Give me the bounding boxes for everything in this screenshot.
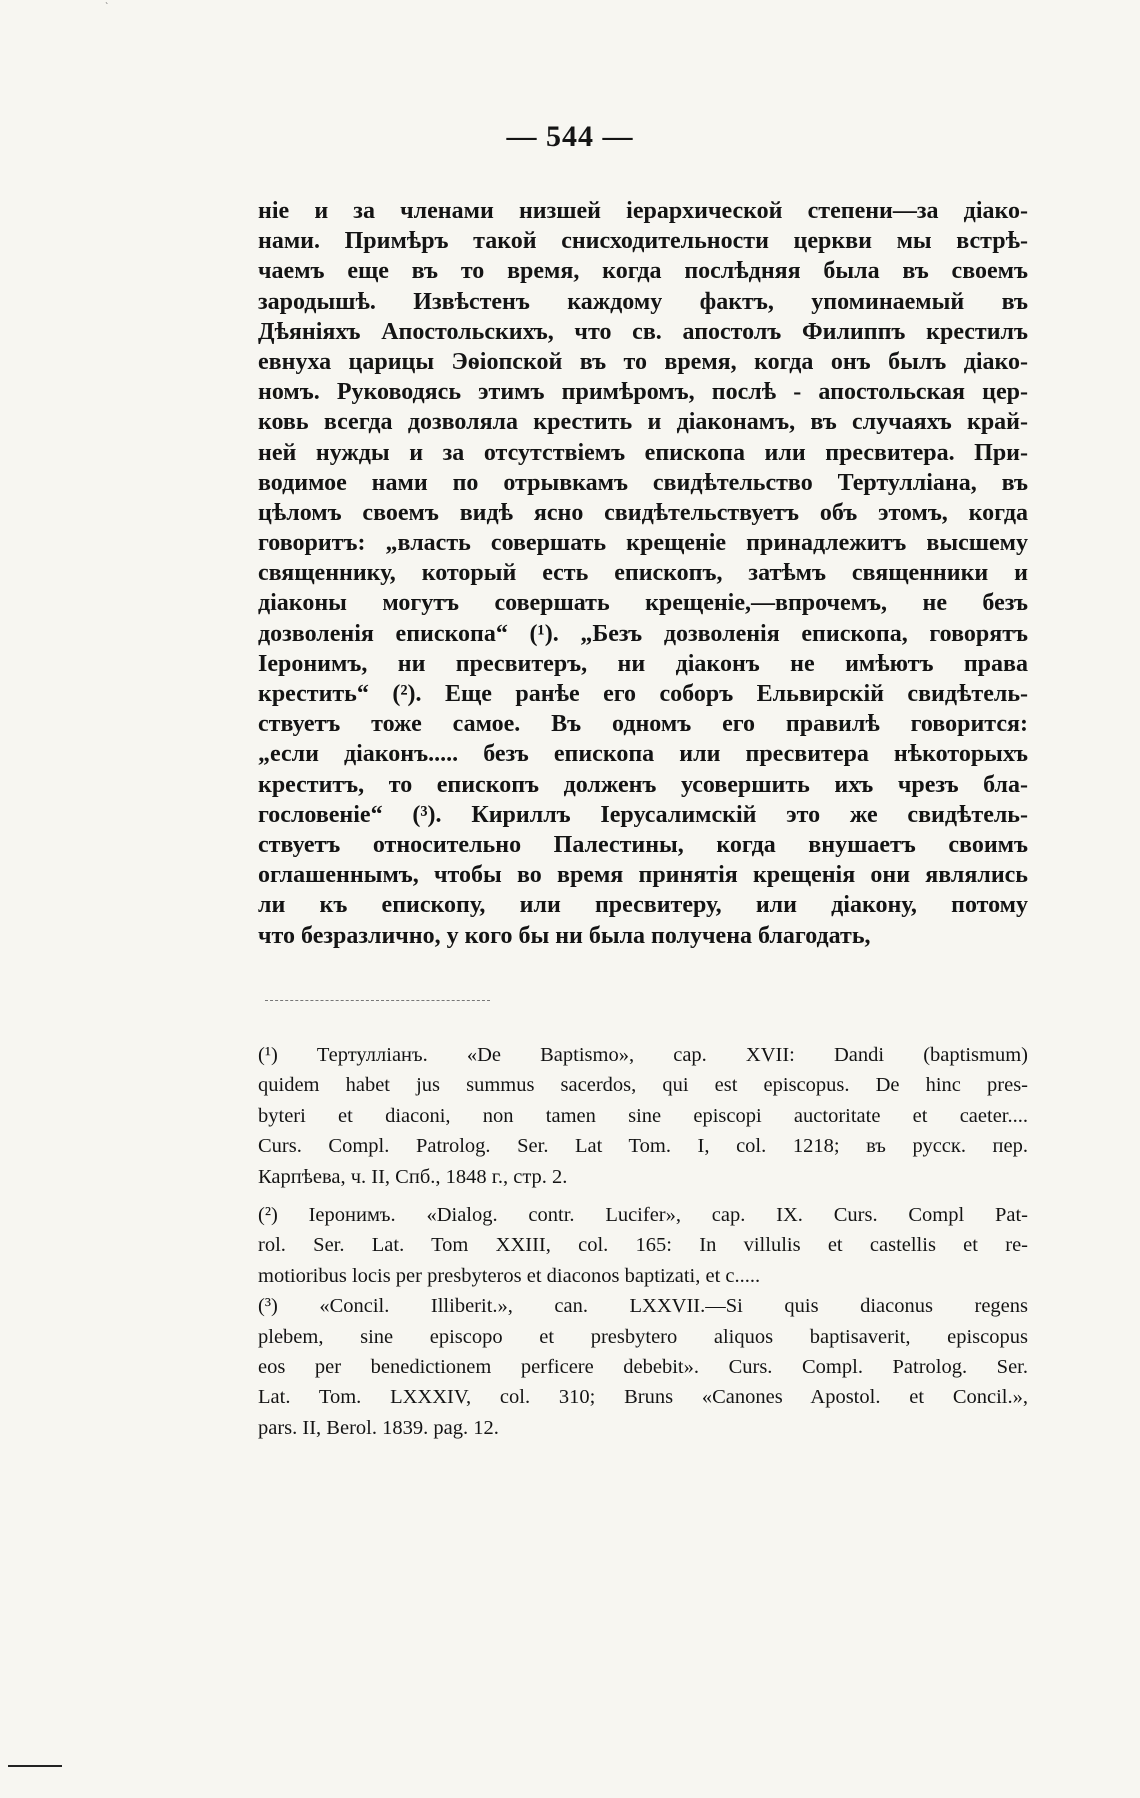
- text-line: ствуетъ относительно Палестины, когда внушаетъ своимъ: [258, 831, 1028, 858]
- text-line: что безразлично, у кого бы ни была получена благодать,: [258, 922, 871, 949]
- footnotes: [258, 1040, 1028, 1443]
- margin-rule: [8, 1765, 62, 1767]
- footnote-line: (³) «Concil. Illiberit.», can. LXXVII.—Si quis diaconus regens: [258, 1295, 1028, 1318]
- footnote-line: (²) Іеронимъ. «Dialog. contr. Lucifer», cap. IX. Curs. Compl Pat-: [258, 1203, 1028, 1226]
- text-line: говоритъ: „власть совершать крещеніе принадлежитъ высшему: [258, 530, 1028, 557]
- footnote-line: byteri et diaconi, non tamen sine episcopi auctoritate et caeter....: [258, 1104, 1028, 1127]
- text-line: ли къ епископу, или пресвитеру, или діакону, потому: [258, 892, 1028, 919]
- text-line: зародышѣ. Извѣстенъ каждому фактъ, упоминаемый въ: [258, 288, 1028, 315]
- text-line: номъ. Руководясь этимъ примѣромъ, послѣ - апостольская цер-: [258, 379, 1028, 406]
- footnote-line: pars. II, Berol. 1839. pag. 12.: [258, 1416, 499, 1439]
- footnote-line: eos per benedictionem perficere debebit». Curs. Compl. Patrolog. Ser.: [258, 1355, 1028, 1378]
- text-line: священнику, который есть епископъ, затѣмъ священники и: [258, 560, 1028, 587]
- scan-mark: `: [105, 2, 109, 13]
- footnote-line: motioribus locis per presbyteros et diaconos baptizati, et c.....: [258, 1264, 761, 1287]
- text-line: Дѣяніяхъ Апостольскихъ, что св. апостолъ Филиппъ крестилъ: [258, 318, 1028, 345]
- text-line: дозволенія епископа“ (¹). „Безъ дозволенія епископа, говорятъ: [258, 620, 1028, 647]
- text-line: нами. Примѣръ такой снисходительности церкви мы встрѣ-: [258, 228, 1028, 255]
- text-line: водимое нами по отрывкамъ свидѣтельство Тертулліана, въ: [258, 469, 1028, 496]
- footnote-line: Карпѣева, ч. II, Спб., 1848 г., стр. 2.: [258, 1165, 568, 1188]
- text-line: ніе и за членами низшей іерархической степени—за діако-: [258, 198, 1028, 224]
- text-line: гословеніе“ (³). Кириллъ Іерусалимскій это же свидѣтель-: [258, 801, 1028, 828]
- footnote-line: (¹) Тертулліанъ. «De Baptismo», cap. XVII: Dandi (baptismum): [258, 1044, 1028, 1066]
- text-line: евнуха царицы Эѳіопской въ то время, когда онъ былъ діако-: [258, 348, 1028, 375]
- footnote-line: plebem, sine episcopo et presbytero aliquos baptisaverit, episcopus: [258, 1325, 1028, 1348]
- text-line: „если діаконъ..... безъ епископа или пресвитера нѣкоторыхъ: [258, 741, 1028, 768]
- text-line: ковь всегда дозволяла крестить и діаконамъ, въ случаяхъ край-: [258, 409, 1028, 436]
- text-line: ней нужды и за отсутствіемъ епископа или пресвитера. При-: [258, 439, 1028, 466]
- main-text: [258, 196, 1028, 951]
- text-line: креститъ, то епископъ долженъ усовершить ихъ чрезъ бла-: [258, 771, 1028, 798]
- text-line: оглашеннымъ, чтобы во время принятія крещенія они являлись: [258, 862, 1028, 889]
- footnote-line: Curs. Compl. Patrolog. Ser. Lat Tom. I, col. 1218; въ русск. пер.: [258, 1135, 1028, 1158]
- footnote-line: rol. Ser. Lat. Tom XXIII, col. 165: In villulis et castellis et re-: [258, 1234, 1028, 1257]
- footnote-2: [258, 1200, 1028, 1291]
- text-line: чаемъ еще въ то время, когда послѣдняя была въ своемъ: [258, 258, 1028, 285]
- text-line: крестить“ (²). Еще ранѣе его соборъ Ельвирскій свидѣтель-: [258, 681, 1028, 707]
- page-number: — 544 —: [506, 120, 634, 153]
- footnote-separator: [265, 1000, 490, 1001]
- footnote-1: [258, 1040, 1028, 1192]
- footnote-gap: [258, 1192, 1028, 1200]
- footnote-line: Lat. Tom. LXXXIV, col. 310; Bruns «Canones Apostol. et Concil.»,: [258, 1386, 1028, 1409]
- footnote-line: quidem habet jus summus sacerdos, qui est episcopus. De hinc pres-: [258, 1074, 1028, 1097]
- text-line: ствуетъ тоже самое. Въ одномъ его правилѣ говорится:: [258, 711, 1028, 738]
- text-line: Іеронимъ, ни пресвитеръ, ни діаконъ не имѣютъ права: [258, 650, 1028, 677]
- footnote-3: [258, 1291, 1028, 1443]
- text-line: цѣломъ своемъ видѣ ясно свидѣтельствуетъ объ этомъ, когда: [258, 499, 1028, 526]
- text-line: діаконы могутъ совершать крещеніе,—впрочемъ, не безъ: [258, 590, 1028, 617]
